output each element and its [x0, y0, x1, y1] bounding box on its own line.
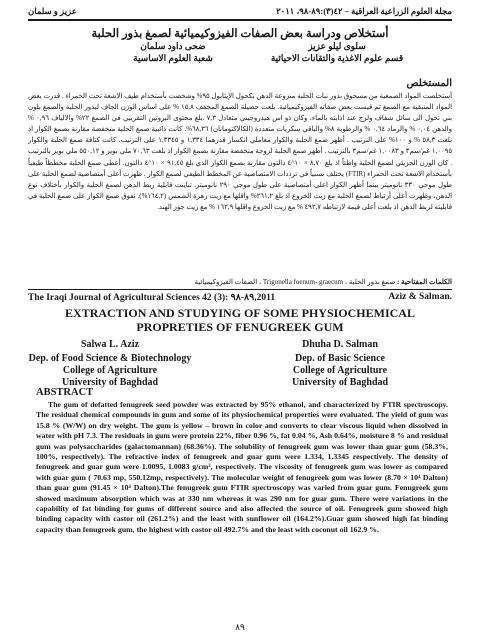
- arabic-author-dept: شعبة العلوم الاساسية: [133, 53, 213, 63]
- author-name: Dhuha D. Salman: [302, 339, 378, 350]
- keywords-label: الكلمات المفتاحية :: [397, 278, 452, 286]
- arabic-keywords: [28, 278, 452, 286]
- english-title-line-2: PROPRETIES OF FENUGREEK GUM: [136, 320, 344, 334]
- author-university: University of Baghdad: [291, 377, 389, 388]
- author-name: Salwa L. Aziz: [80, 339, 140, 350]
- english-authors-short: Aziz & Salman.: [388, 292, 452, 302]
- arabic-author-name: سلوى ليلو عزيز: [308, 41, 366, 51]
- running-head-authors: عزيز و سلمان: [28, 6, 77, 16]
- author-dept: Dep. of Basic Science: [295, 353, 385, 364]
- english-running-head: [28, 292, 452, 304]
- page-number: ٨٩: [235, 622, 245, 632]
- english-author-dhuha: [240, 339, 440, 389]
- arabic-title: أستخلاص ودراسة بعض الصفات الفيزوكيميائية لصمغ بذور الحلبة: [91, 28, 389, 40]
- section-rule: [28, 289, 452, 290]
- keywords-text: صمغ بذور الحلبة ، Trigonella foenum- graecum ، الصفات الفيزوكيميائية: [194, 278, 396, 286]
- arabic-author-dhuha: [98, 40, 248, 64]
- arabic-author-dept: قسم علوم الاغذية والتقانات الاحيائية: [270, 53, 404, 63]
- author-dept: Dep. of Food Science & Biotechnology: [28, 353, 192, 364]
- arabic-author-name: ضحى داود سلمان: [140, 41, 206, 51]
- running-head-journal: مجلة العلوم الزراعية العراقية – ٤٢(٣):٨٩-٩٨، ٢٠١١: [276, 6, 452, 16]
- arabic-running-head: [28, 6, 452, 18]
- author-college: College of Agriculture: [62, 365, 158, 376]
- english-abstract-heading: ABSTRACT: [36, 387, 94, 398]
- english-author-salwa: [10, 339, 210, 389]
- english-title-line-1: EXTRACTION AND STUDYING OF SOME PHYSIOCHEMICAL: [65, 306, 415, 320]
- english-title: [40, 306, 440, 334]
- author-college: College of Agriculture: [292, 365, 388, 376]
- arabic-author-salwa: [262, 40, 412, 64]
- header-rule: [28, 19, 452, 21]
- arabic-abstract-heading: المستخلص: [406, 78, 452, 89]
- arabic-abstract-text: أستخلصت المواد الصمغية من مسحوق بذور نبات الحلبة منزوعة الدهن بكحول الإيثانول ٩٥% وشخصت بأستخدام طيف الاشعة تحت الحمراء . قدرت بعض المواد المتبقية مع الصمغ ثم قيست بعض صفاته الفيزوكيميائية. بلغت حصيلة الصمغ المجفف ١٥,٨ % على اساس الوزن الجاف لبذور الحلبة والصمغ بلون بني تحول الى سائل شفاف ولزج عند اذابته بالماء، وكان ذو اس هيدروجيني متعادل ٧,٣ .بلغ محتوى البروتين التقريبي في الصمغ ٢٢% والالياف ٠,٩٦ % والدهن ٠,٠٤ % والرماد ٠,٦٤ % والرطوبة ٨% والباقي سكريات متعددة (الكالاكتومانان) ٦٨,٣٦%. كانت ذائبية صمغ الحلبة منخفضة مقارنة بصمغ الكوار اذ بلغت ٥٨,٣ % و ١٠٠% على الترتيب . أظهر صمغ الحلبة والكوار معاملي انكسار قدرهما ١,٣٣٤ و ١,٣٣٤٥ على الترتيب. كانت كثافة صمغ الحلبة والكوار ١,٠٠٩٥ غم/سم٣ و ١,٠٠٨٣ غم/سم٣ بالترتيب . أظهر صمغ الحلبة لزوجة منخفضة مقارنة بصمغ الكوار اذ بلغت ٧٠,٦٣ ملي بويز و ٥٥٠,١٢ ملي بويز بالترتيب . كان الوزن الجزيئي لصمغ الحلبة واطئاً اذ بلغ ٨,٧٠ × ١٠^٤ دالتون مقارنة بصمغ الكوار الذي بلغ ٩١,٤٥ × ١٠^٤ دالتون. أعطى صمغ الحلبة مخططاً طيفياً بأستخدام الاشعة تحت الحمراء (FTIR) يختلف نسبياً في ترددات الامتصاصية عن المخطط الطيفي لصمغ الكوار . ظهرت أعلى أمتصاصية لصمغ الحلبة على طول موجي ٣٣٠ نانوميتر بينما أظهر الكوار اعلى أمتصاصية على طول موجي ٢٩٠ نانوميتر. تباينت قابلية ربط الدهن لصمغ الحلبة والكوار بأختلاف نوع الدهن، وظهرت أعلى أرتباط لصمغ الحلبة مع زيت الخروع اذ بلغ ٢٦١,٢% واقلها مع زيت زهرة الشمس (١٦٤,٢%). تفوق صمغ الكوار على صمغ الحلبة في قابليته لربط الدهن اذ بلغت أعلى قيمة لارتباطه ٤٩٢,٧ % مع زيت الخروع واقلها ١٦٢,٩ % مع زيت جوز الهند.: [28, 93, 452, 211]
- english-abstract-text: The gum of defatted fenugreek seed powder was extracted by 95% ethanol, and characterized by FTIR spectroscopy. The residual chemical compounds in gum and some of its physiochemical properties were evaluated. The yield of gum was 15.8 % (W/W) on dry weight. The gum is yellow – brown in color and converts to clear viscous liquid when dissolved in water with pH 7.3. The residuals in gum were protein 22%, fiber 0.96 %, fat 0.04 %, Ash 0.64%, moisture 8 % and residual gum was polysaccharides (galactomannan) (68.36%). The solubility of fenugreek gum was lower than guar gum (58.3%, 100%, respectively). The refractive index of fenugreek and guar gum were 1.334, 1.3345 respectively. The density of fenugreek and guar gum were 1.0095, 1.0083 g/cm³, respectively. The viscosity of fenugreek gum was lower as compared with guar gum ( 70.63 mp, 550.12mp, respectively). The molecular weight of fenugreek gum was lower (8.70 × 10⁴ Dalton) than guar gum (91.45 × 10⁴ Dalton).The fenugreek gum FTIR spectroscopy was varied from guar gum. Fenugreek gum showed maximum absorption which was at 330 nm whereas it was 290 nm for guar gum. There were variations in the capability of fat binding for gums of different source and also affected the source of oil. Fenugreek gum showed high binding capacity with castor oil (261.2%) and the least with sunflower oil (164.2%).Guar gum showed high fat binding capacity than fenugreek gum, the highest with castor oil 492.7% and the least with coconut oil 162.9 %.: [36, 400, 448, 534]
- author-university: University of Baghdad: [61, 377, 159, 388]
- english-journal-citation: The Iraqi Journal of Agricultural Sciences 42 (3): ٨٩-٩٨,2011: [28, 293, 276, 303]
